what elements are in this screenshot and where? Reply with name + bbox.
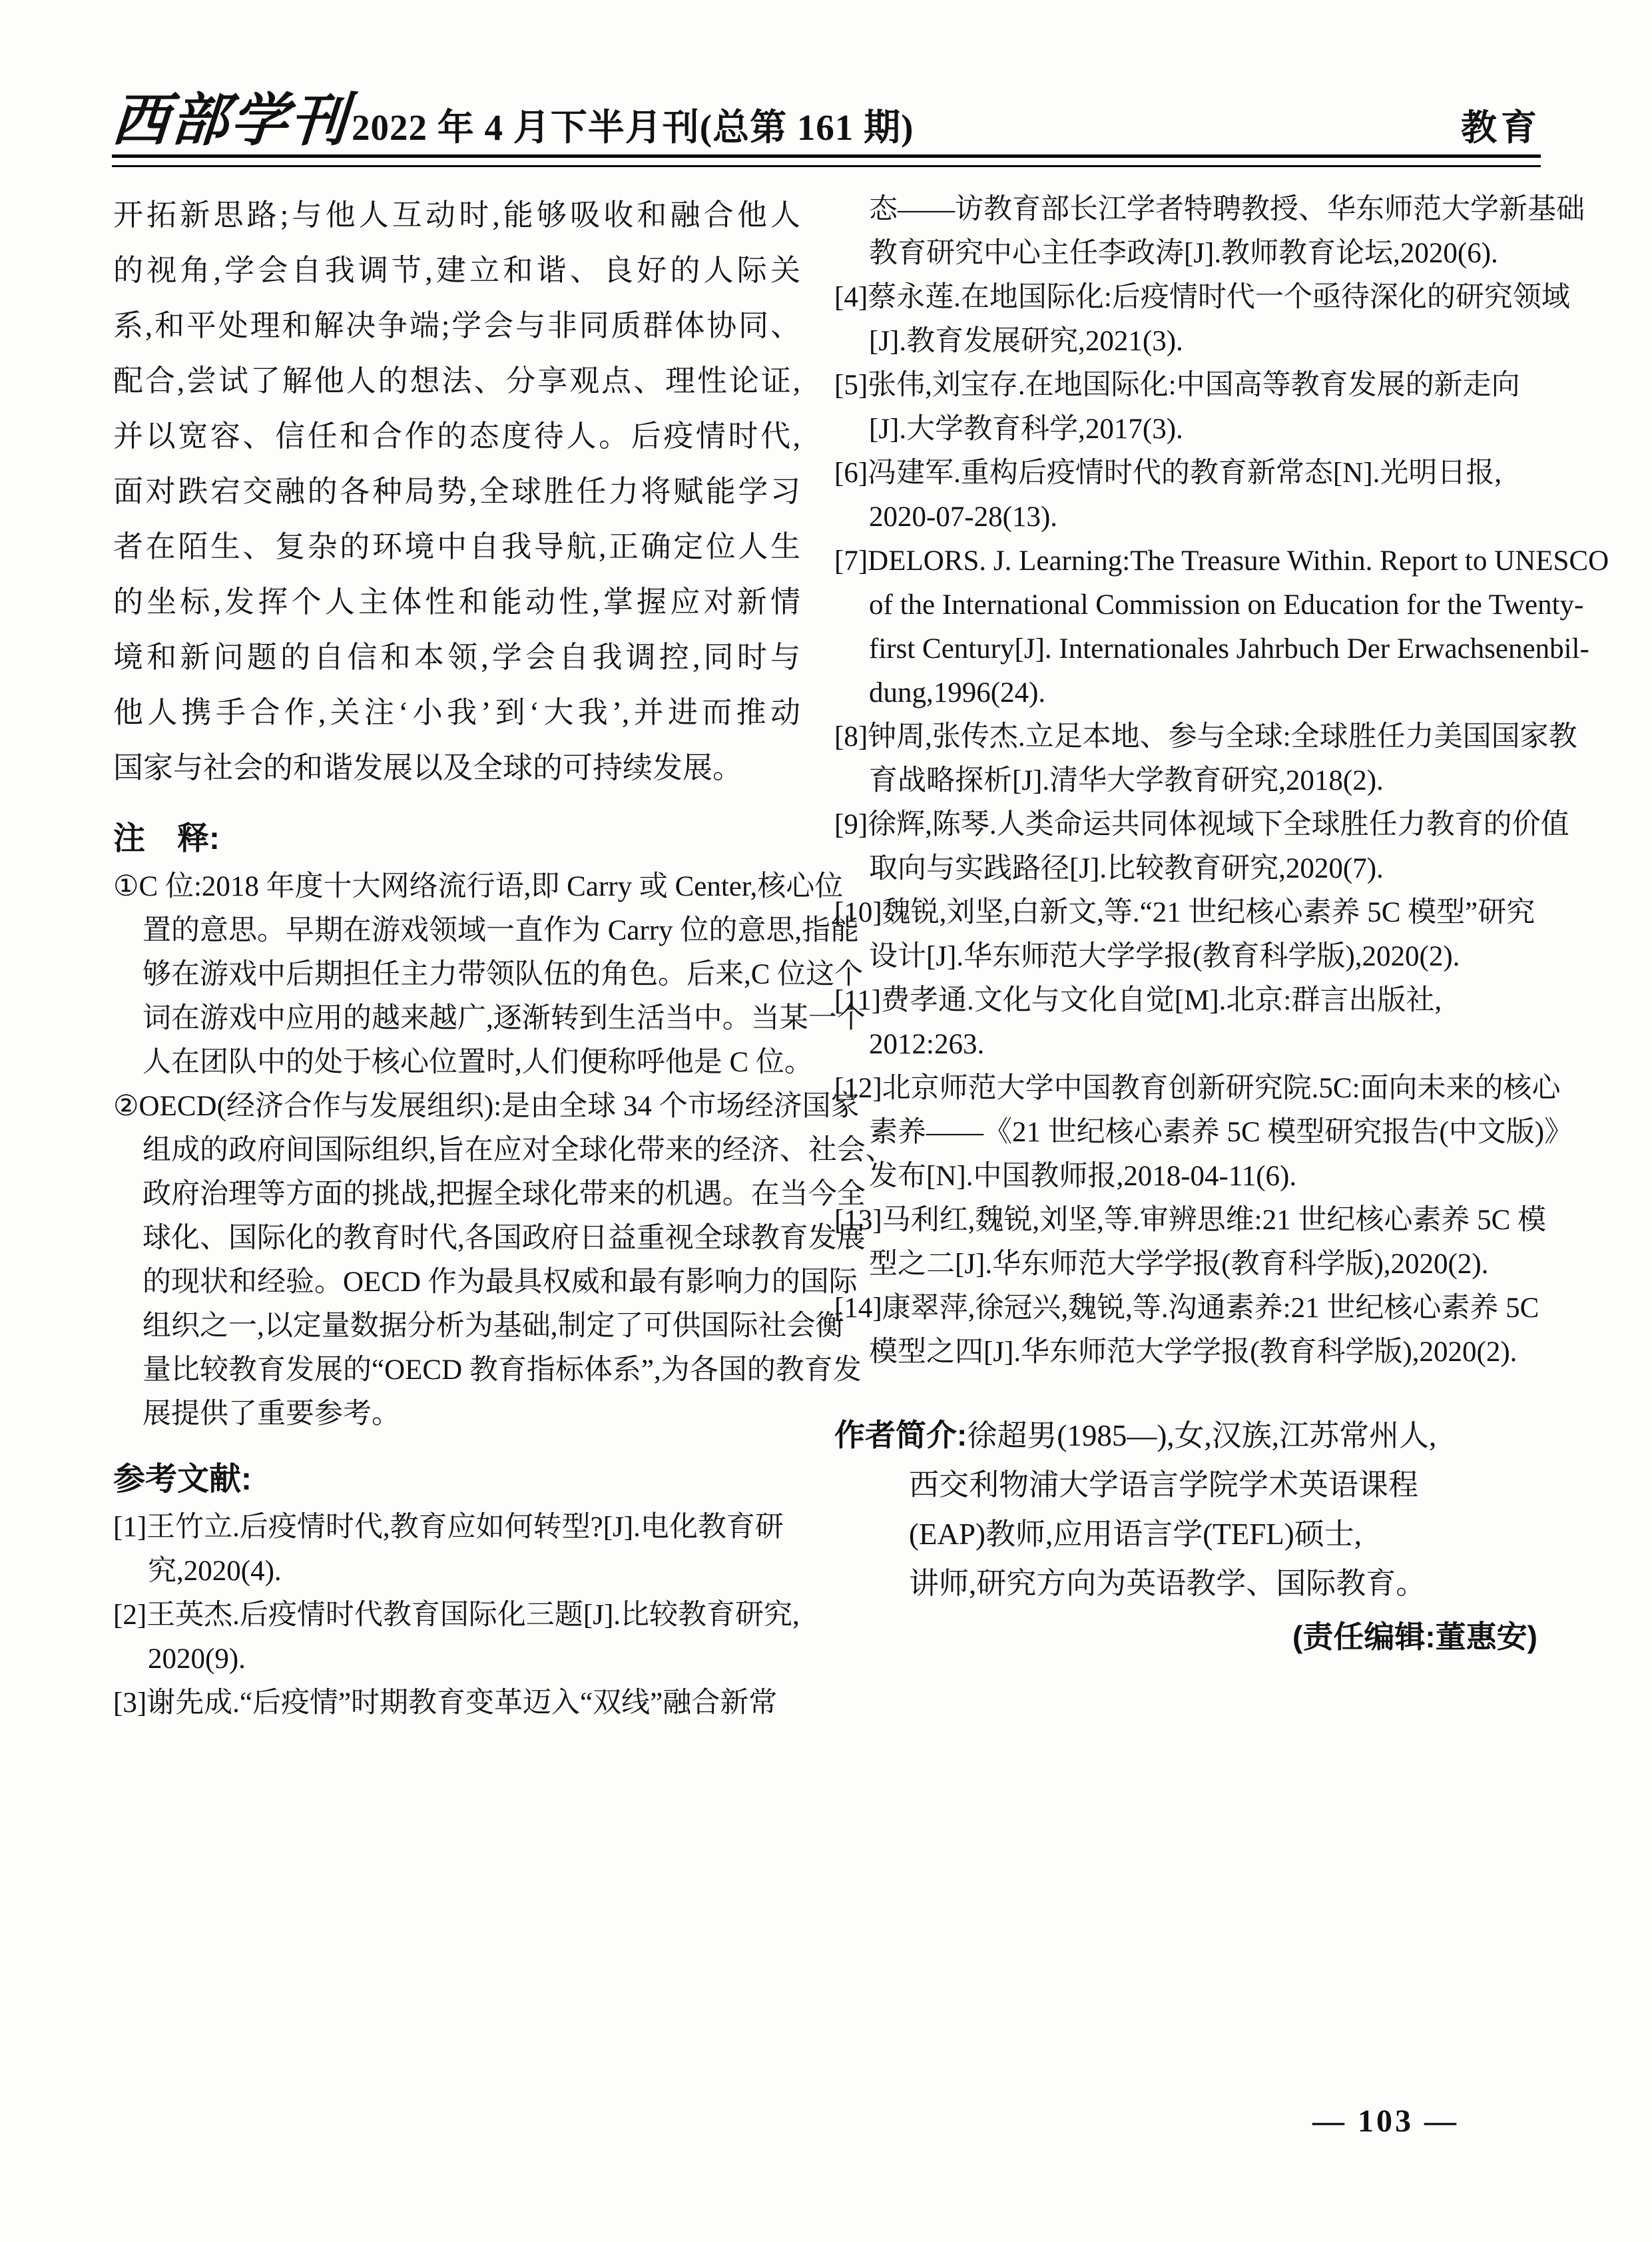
- note-line: 词在游戏中应用的越来越广,逐渐转到生活当中。当某一个: [142, 1003, 866, 1034]
- body-text-line: 境和新问题的自信和本领,学会自我调控,同时与: [113, 641, 800, 674]
- note-line: 组织之一,以定量数据分析为基础,制定了可供国际社会衡: [142, 1310, 844, 1342]
- reference-line: [13]马利红,魏锐,刘坚,等.审辨思维:21 世纪核心素养 5C 模: [834, 1205, 1547, 1236]
- note-line: 的现状和经验。OECD 作为最具权威和最有影响力的国际: [142, 1266, 858, 1298]
- reference-line: [3]谢先成.“后疫情”时期教育变革迈入“双线”融合新常: [113, 1687, 778, 1719]
- reference-line: [11]费孝通.文化与文化自觉[M].北京:群言出版社,: [834, 985, 1442, 1016]
- body-text-line: 面对跌宕交融的各种局势,全球胜任力将赋能学习: [113, 475, 800, 508]
- reference-line: 态——访教育部长江学者特聘教授、华东师范大学新基础: [869, 194, 1585, 225]
- author-bio-text: 徐超男(1985—),女,汉族,江苏常州人,: [967, 1419, 1437, 1452]
- editor-credit: (责任编辑:董惠安): [1292, 1619, 1537, 1654]
- note-line: 组成的政府间国际组织,旨在应对全球化带来的经济、社会、: [142, 1135, 894, 1166]
- reference-line: of the International Commission on Education for the Twenty-: [869, 589, 1584, 621]
- left-column: [113, 188, 894, 1725]
- note-line: 球化、国际化的教育时代,各国政府日益重视全球教育发展: [142, 1223, 866, 1254]
- body-text-line: 国家与社会的和谐发展以及全球的可持续发展。: [113, 751, 743, 784]
- reference-line: 2020-07-28(13).: [869, 501, 1058, 533]
- page-number: — 103 —: [1312, 2103, 1459, 2139]
- references-heading: 参考文献:: [113, 1462, 252, 1497]
- reference-line: [5]张伟,刘宝存.在地国际化:中国高等教育发展的新走向: [834, 370, 1520, 401]
- reference-line: [2]王英杰.后疫情时代教育国际化三题[J].比较教育研究,: [113, 1599, 800, 1631]
- body-text-line: 者在陌生、复杂的环境中自我导航,正确定位人生: [113, 530, 800, 563]
- author-bio-label: 作者简介:: [834, 1418, 967, 1452]
- issue-info: 2022 年 4 月下半月刊(总第 161 期): [352, 107, 914, 148]
- body-text-line: 他人携手合作,关注‘小我’到‘大我’,并进而推动: [113, 696, 800, 729]
- body-text-line: 配合,尝试了解他人的想法、分享观点、理性论证,: [113, 364, 800, 398]
- note-line: 量比较教育发展的“OECD 教育指标体系”,为各国的教育发: [142, 1354, 862, 1386]
- reference-line: [7]DELORS. J. Learning:The Treasure Within. Report to UNESCO: [834, 545, 1609, 577]
- reference-line: 2012:263.: [869, 1029, 985, 1060]
- reference-line: 教育研究中心主任李政涛[J].教师教育论坛,2020(6).: [869, 238, 1498, 269]
- section-label: 教育: [1461, 108, 1541, 148]
- author-bio-line: (EAP)教师,应用语言学(TEFL)硕士,: [909, 1518, 1362, 1551]
- reference-line: [4]蔡永莲.在地国际化:后疫情时代一个亟待深化的研究领域: [834, 282, 1570, 313]
- reference-line: 模型之四[J].华东师范大学学报(教育科学版),2020(2).: [869, 1336, 1517, 1368]
- reference-line: first Century[J]. Internationales Jahrbuch Der Erwachsenenbil-: [869, 633, 1589, 665]
- reference-line: 2020(9).: [148, 1643, 246, 1675]
- reference-line: 取向与实践路径[J].比较教育研究,2020(7).: [869, 853, 1384, 884]
- body-text-line: 的视角,学会自我调节,建立和谐、良好的人际关: [113, 254, 800, 287]
- body-text-line: 开拓新思路;与他人互动时,能够吸收和融合他人: [113, 198, 800, 232]
- reference-line: dung,1996(24).: [869, 677, 1046, 708]
- body-text-line: 系,和平处理和解决争端;学会与非同质群体协同、: [113, 309, 800, 342]
- reference-line: [14]康翠萍,徐冠兴,魏锐,等.沟通素养:21 世纪核心素养 5C: [834, 1292, 1539, 1324]
- body-text-line: 并以宽容、信任和合作的态度待人。后疫情时代,: [113, 420, 800, 453]
- author-bio: [834, 1410, 1541, 1661]
- reference-line: 型之二[J].华东师范大学学报(教育科学版),2020(2).: [869, 1249, 1489, 1280]
- header-divider: [112, 154, 1541, 167]
- reference-line: 育战略探析[J].清华大学教育研究,2018(2).: [869, 765, 1384, 796]
- notes-heading: 注 释:: [113, 821, 220, 856]
- note-line: 够在游戏中后期担任主力带领队伍的角色。后来,C 位这个: [142, 959, 864, 990]
- author-bio-line: [834, 1410, 1541, 1460]
- right-column: [834, 188, 1609, 1661]
- note-line: 置的意思。早期在游戏领域一直作为 Carry 位的意思,指能: [142, 915, 860, 946]
- note-line: 政府治理等方面的挑战,把握全球化带来的机遇。在当今全: [142, 1179, 866, 1210]
- journal-logo: 西部学刊: [109, 87, 352, 154]
- reference-line: [8]钟周,张传杰.立足本地、参与全球:全球胜任力美国国家教: [834, 721, 1577, 752]
- reference-line: [6]冯建军.重构后疫情时代的教育新常态[N].光明日报,: [834, 457, 1502, 489]
- note-line: ②OECD(经济合作与发展组织):是由全球 34 个市场经济国家: [113, 1091, 860, 1122]
- reference-line: [10]魏锐,刘坚,白新文,等.“21 世纪核心素养 5C 模型”研究: [834, 897, 1535, 928]
- reference-line: [J].教育发展研究,2021(3).: [869, 326, 1183, 357]
- note-line: 人在团队中的处于核心位置时,人们便称呼他是 C 位。: [142, 1047, 813, 1078]
- author-bio-line: 西交利物浦大学语言学院学术英语课程: [909, 1468, 1419, 1502]
- reference-line: [1]王竹立.后疫情时代,教育应如何转型?[J].电化教育研: [113, 1512, 784, 1543]
- note-line: 展提供了重要参考。: [142, 1398, 400, 1430]
- reference-line: [J].大学教育科学,2017(3).: [869, 414, 1183, 445]
- reference-line: 发布[N].中国教师报,2018-04-11(6).: [869, 1161, 1297, 1192]
- page-header: [109, 87, 1541, 154]
- reference-line: 素养——《21 世纪核心素养 5C 模型研究报告(中文版)》: [869, 1117, 1573, 1148]
- body-text-line: 的坐标,发挥个人主体性和能动性,掌握应对新情: [113, 585, 800, 619]
- note-line: ①C 位:2018 年度十大网络流行语,即 Carry 或 Center,核心位: [113, 871, 844, 902]
- reference-line: [12]北京师范大学中国教育创新研究院.5C:面向未来的核心: [834, 1073, 1561, 1104]
- reference-line: [9]徐辉,陈琴.人类命运共同体视域下全球胜任力教育的价值: [834, 809, 1569, 840]
- author-bio-line: 讲师,研究方向为英语教学、国际教育。: [909, 1567, 1426, 1600]
- reference-line: 究,2020(4).: [148, 1555, 282, 1587]
- reference-line: 设计[J].华东师范大学学报(教育科学版),2020(2).: [869, 941, 1460, 972]
